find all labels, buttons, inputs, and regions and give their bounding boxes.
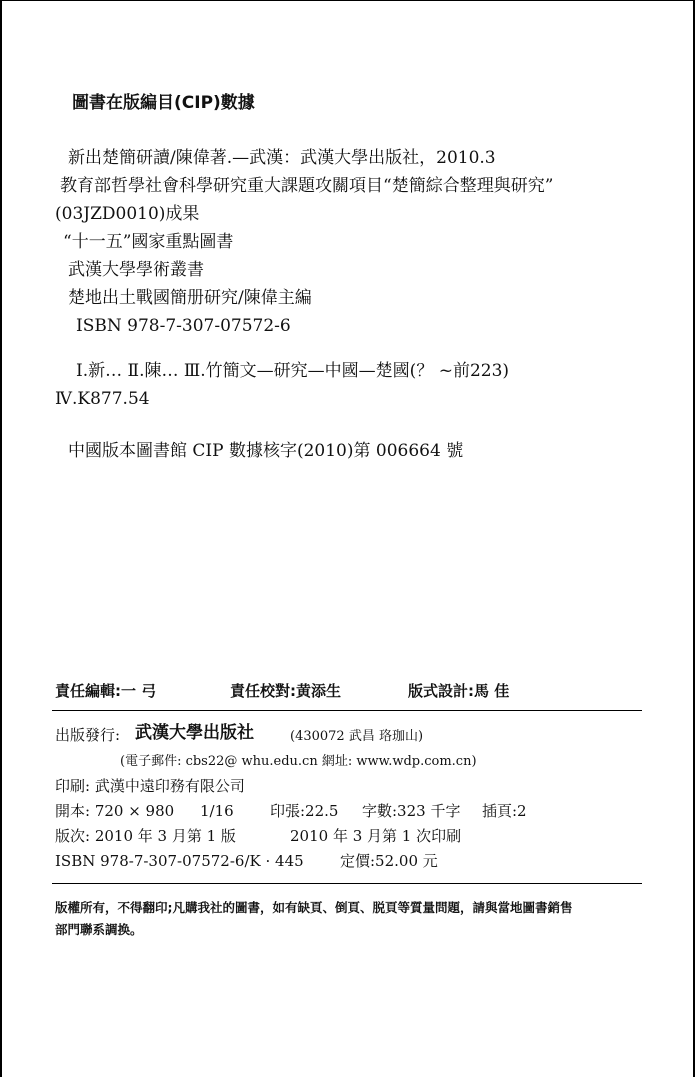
cip-line-title: 新出楚簡研讀/陳偉著.—武漢：武漢大學出版社，2010.3 [68,148,496,168]
isbn-class: ISBN 978-7-307-07572-6/K · 445 [55,852,304,870]
cip-classification-1: Ⅰ.新… Ⅱ.陳… Ⅲ.竹簡文—研究—中國—楚國(？ ~前223) [76,361,510,381]
cip-line-project-code: (03JZD0010)成果 [55,204,200,224]
publisher-name: 武漢大學出版社 [135,723,254,743]
publisher-contact: (電子郵件: cbs22@ whu.edu.cn 網址: www.wdp.com.cn) [120,754,477,769]
spec-sheets: 印張:22.5 [270,802,339,820]
cip-record-number: 中國版本圖書館 CIP 數據核字(2010)第 006664 號 [68,441,464,461]
credit-editor: 責任編輯:一 弓 [55,682,157,700]
credit-proofreader: 責任校對:黄添生 [230,682,341,700]
notice-line-2: 部門聯系調换。 [55,922,143,937]
divider-bottom [52,883,642,884]
spec-plates: 插頁:2 [482,802,527,820]
spec-words: 字數:323 千字 [362,802,461,820]
edition: 版次: 2010 年 3 月第 1 版 [55,827,236,845]
credit-designer: 版式設計:馬 佳 [408,682,510,700]
cip-classification-2: Ⅳ.K877.54 [55,389,150,409]
cip-line-national: “十一五”國家重點圖書 [63,232,234,252]
cip-line-isbn: ISBN 978-7-307-07572-6 [76,316,291,336]
cip-line-series: 武漢大學學術叢書 [68,260,204,280]
divider-top [52,710,642,711]
spec-fraction: 1/16 [200,802,234,820]
publisher-address: (430072 武昌 珞珈山) [290,729,424,744]
cip-line-series-editor: 楚地出土戰國簡册研究/陳偉主編 [68,288,312,308]
cip-line-project: 教育部哲學社會科學研究重大課題攻關項目“楚簡綜合整理與研究” [60,176,554,196]
notice-line-1: 版權所有，不得翻印;凡購我社的圖書，如有缺頁、倒頁、脱頁等質量問題，請與當地圖書銷售 [55,900,573,915]
printing: 2010 年 3 月第 1 次印刷 [290,827,462,845]
spec-format: 開本: 720 × 980 [55,802,175,820]
publisher-label: 出版發行: [55,726,121,744]
printer: 印刷: 武漢中遠印務有限公司 [55,777,245,795]
cip-heading: 圖書在版編目(CIP)數據 [72,93,255,113]
price: 定價:52.00 元 [340,852,438,870]
